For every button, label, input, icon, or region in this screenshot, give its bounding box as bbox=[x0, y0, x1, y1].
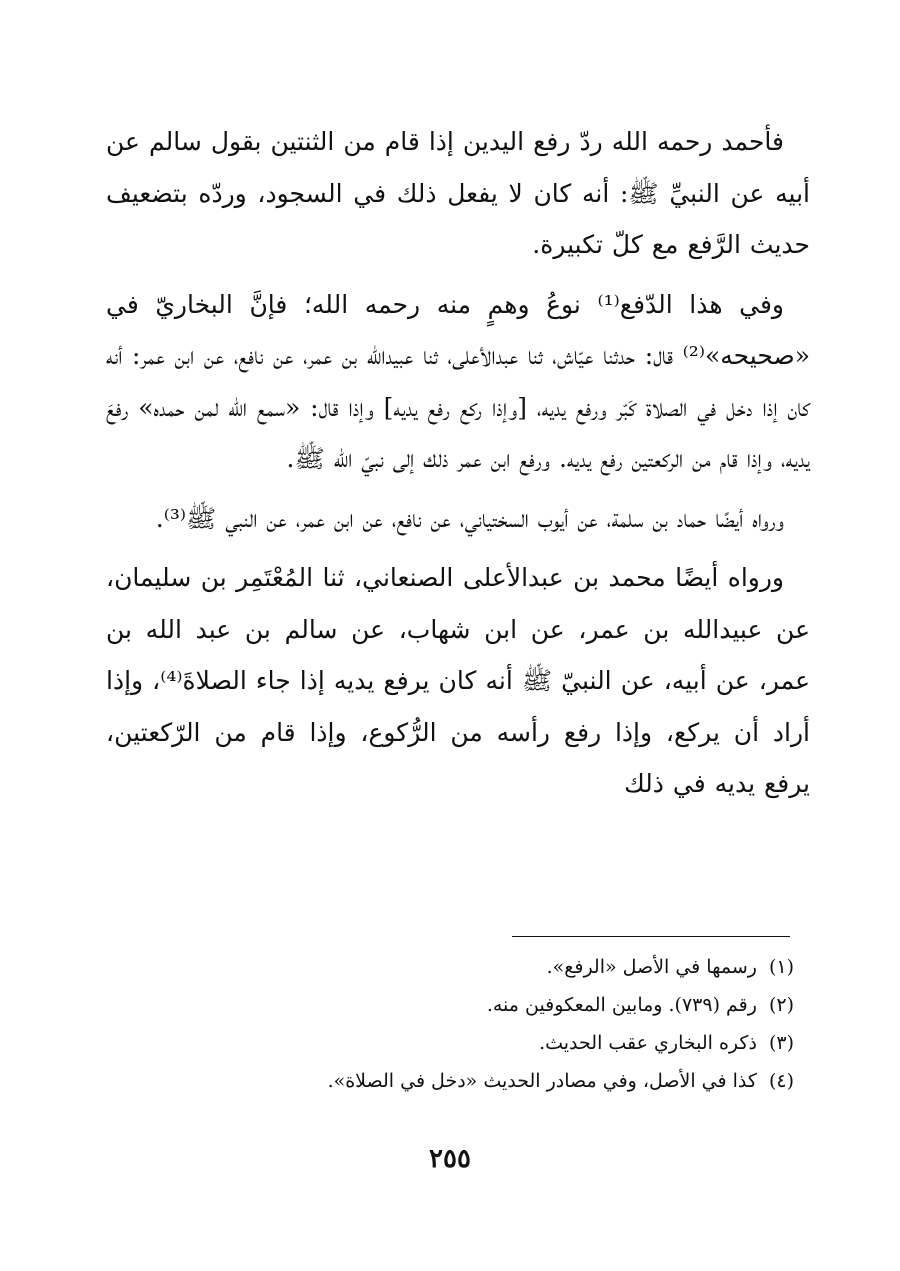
paragraph-2: وفي هذا الدّفع⁽¹⁾ نوعُ وهمٍ منه رحمه الله؛ فإنَّ البخاريّ في «صحيحه»⁽²⁾ قال: حدثنا عيّاش، ثنا عبدالأعلى، ثنا عبيدالله بن عمر، عن نافع، عن ابن عمر: أنه كان إذا دخل في الصلاة كَبّر ورفع يديه، [وإذا ركع رفع يديه] وإذا قال: «سمع الله لمن حمده» رفعَ يديه، وإذا قام من الركعتين رفع يديه. ورفع ابن عمر ذلك إلى نبيّ الله ﷺ. bbox=[106, 289, 810, 473]
footnote-number: (٢) bbox=[768, 994, 794, 1016]
main-text-block bbox=[106, 116, 810, 818]
footnote-3 bbox=[200, 1024, 794, 1062]
footnote-text: رسمها في الأصل «الرفع». bbox=[546, 956, 757, 978]
footnotes-list bbox=[200, 948, 794, 1100]
footnote-number: (٤) bbox=[768, 1070, 794, 1092]
footnote-number: (١) bbox=[768, 956, 794, 978]
footnote-2 bbox=[200, 986, 794, 1024]
paragraph-3: ورواه أيضًا حماد بن سلمة، عن أيوب السختياني، عن نافع، عن ابن عمر، عن النبي ﷺ⁽³⁾. bbox=[155, 503, 784, 533]
page-number: ٢٥٥ bbox=[429, 1144, 471, 1174]
paragraph-4: ورواه أيضًا محمد بن عبدالأعلى الصنعاني، ثنا المُعْتَمِر بن سليمان، عن عبيدالله بن عمر، عن ابن شهاب، عن سالم بن عبد الله بن عمر، عن أبيه، عن النبيّ ﷺ أنه كان يرفع يديه إذا جاء الصلاةَ⁽⁴⁾، وإذا أراد أن يركع، وإذا رفع رأسه من الرُّكوع، وإذا قام من الرّكعتين، يرفع يديه في ذلك bbox=[106, 563, 810, 798]
paragraph-1: فأحمد رحمه الله ردّ رفع اليدين إذا قام من الثنتين بقول سالم عن أبيه عن النبيِّ ﷺ: أنه كان لا يفعل ذلك في السجود، وردّه بتضعيف حديث الرَّفع مع كلّ تكبيرة. bbox=[106, 127, 810, 259]
footnote-text: رقم (٧٣٩). ومابين المعكوفين منه. bbox=[486, 994, 757, 1016]
footnote-text: كذا في الأصل، وفي مصادر الحديث «دخل في الصلاة». bbox=[327, 1070, 757, 1092]
footnote-1 bbox=[200, 948, 794, 986]
footnote-separator bbox=[512, 936, 790, 937]
footnote-4 bbox=[200, 1062, 794, 1100]
footnote-number: (٣) bbox=[768, 1032, 794, 1054]
footnote-text: ذكره البخاري عقب الحديث. bbox=[539, 1032, 757, 1054]
